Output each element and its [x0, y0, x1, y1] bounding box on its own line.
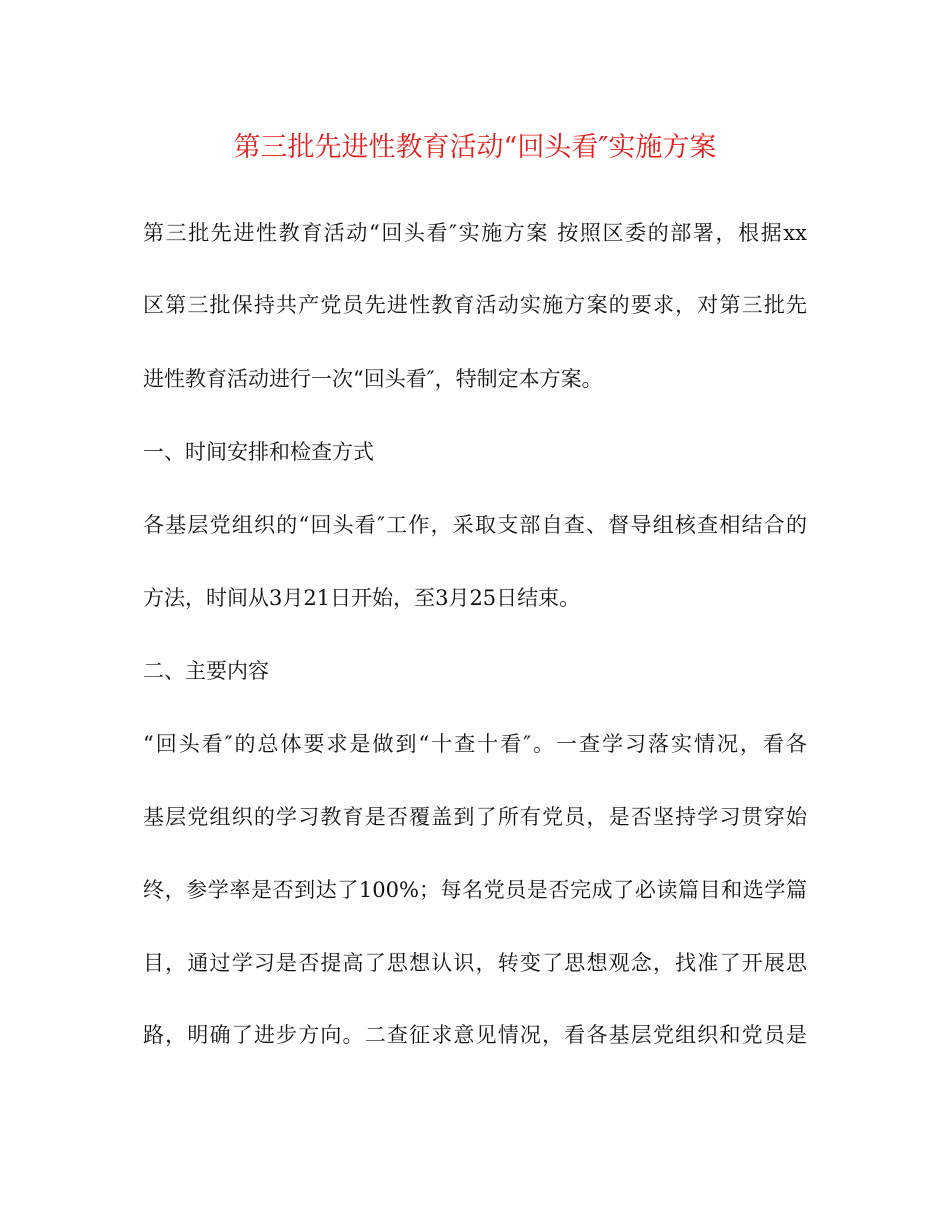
paragraph-line: “回头看″的总体要求是做到“十查十看″。一查学习落实情况，看各: [143, 732, 807, 756]
paragraph-line: 路，明确了进步方向。二查征求意见情况，看各基层党组织和党员是: [143, 1023, 807, 1047]
document-title: 第三批先进性教育活动“回头看″实施方案: [233, 132, 717, 163]
paragraph-line: 进性教育活动进行一次“回头看″，特制定本方案。: [143, 367, 603, 391]
paragraph-line: 目，通过学习是否提高了思想认识，转变了思想观念，找准了开展思: [143, 951, 807, 975]
paragraph-line: 方法，时间从3月21日开始，至3月25日结束。: [143, 586, 581, 610]
section-heading: 二、主要内容: [143, 659, 269, 683]
paragraph-line: 各基层党组织的“回头看″工作，采取支部自查、督导组核查相结合的: [143, 513, 807, 537]
paragraph-line: 基层党组织的学习教育是否覆盖到了所有党员，是否坚持学习贯穿始: [143, 805, 807, 829]
section-heading: 一、时间安排和检查方式: [143, 440, 374, 464]
paragraph-line: 第三批先进性教育活动“回头看″实施方案 按照区委的部署，根据xx: [143, 221, 807, 245]
paragraph-line: 区第三批保持共产党员先进性教育活动实施方案的要求，对第三批先: [143, 293, 807, 317]
paragraph-line: 终，参学率是否到达了100%；每名党员是否完成了必读篇目和选学篇: [143, 878, 807, 902]
